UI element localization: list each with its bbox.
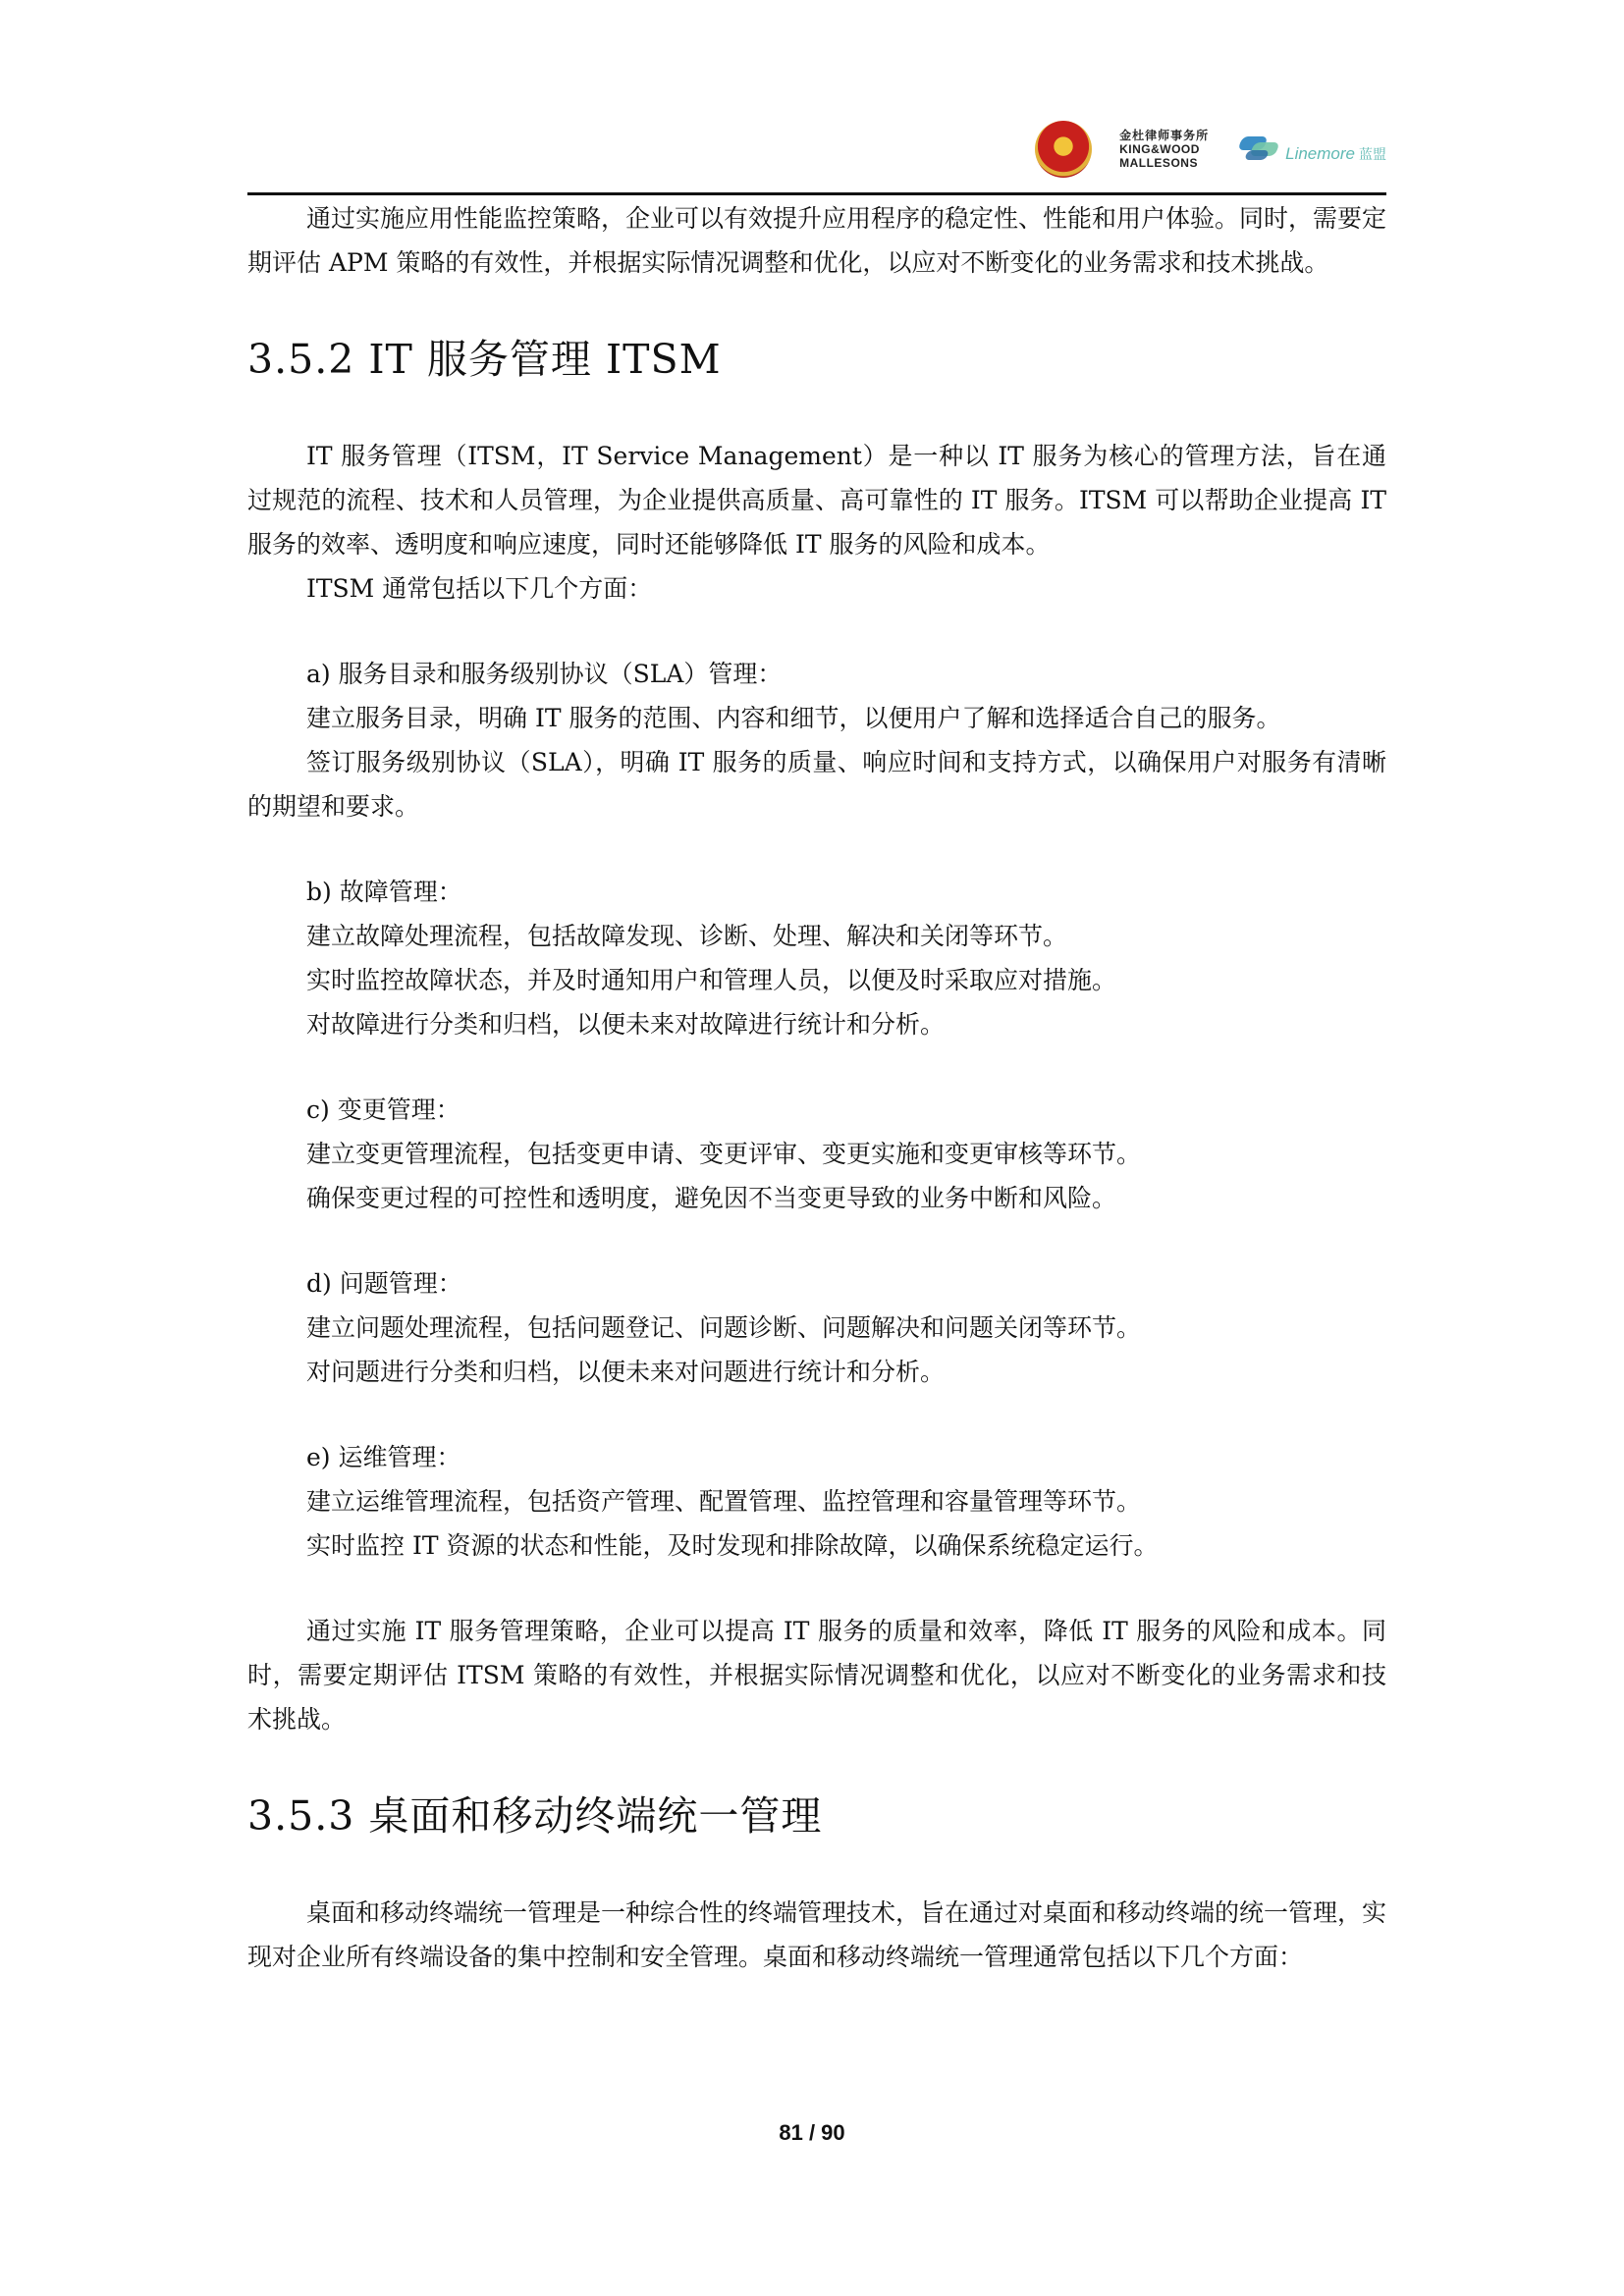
linemore-wordmark: Linemore: [1285, 144, 1355, 163]
endpoint-management-paragraph: 桌面和移动终端统一管理是一种综合性的终端管理技术，旨在通过对桌面和移动终端的统一管理，实现对企业所有终端设备的集中控制和安全管理。桌面和移动终端统一管理通常包括以下几个方面：: [247, 1898, 1387, 1971]
kwm-logo: [1119, 129, 1209, 170]
list-item-line: 实时监控故障状态，并及时通知用户和管理人员，以便及时采取应对措施。: [306, 966, 1117, 994]
list-item-line: 对故障进行分类和归档，以便未来对故障进行统计和分析。: [306, 1010, 946, 1039]
list-item-line: 建立问题处理流程，包括问题登记、问题诊断、问题解决和问题关闭等环节。: [306, 1313, 1142, 1342]
section-heading-3-5-2: 3.5.2 IT 服务管理 ITSM: [247, 336, 722, 383]
list-item-line: 实时监控 IT 资源的状态和性能，及时发现和排除故障，以确保系统稳定运行。: [306, 1531, 1159, 1560]
list-item-line: 对问题进行分类和归档，以便未来对问题进行统计和分析。: [306, 1358, 946, 1386]
list-item-title: a) 服务目录和服务级别协议（SLA）管理：: [306, 660, 783, 688]
list-item-line: 建立运维管理流程，包括资产管理、配置管理、监控管理和容量管理等环节。: [306, 1487, 1142, 1516]
page-body: [247, 196, 1386, 1979]
itsm-conclusion-paragraph: 通过实施 IT 服务管理策略，企业可以提高 IT 服务的质量和效率，降低 IT 服务的风险和成本。同时，需要定期评估 ITSM 策略的有效性，并根据实际情况调整和优化，以应对不断变化的业务需求和技术挑战。: [247, 1617, 1386, 1734]
list-item-line: 签订服务级别协议（SLA），明确 IT 服务的质量、响应时间和支持方式，以确保用户对服务有清晰的期望和要求。: [247, 748, 1386, 821]
list-item-line: 建立服务目录，明确 IT 服务的范围、内容和细节，以便用户了解和选择适合自己的服务。: [306, 704, 1281, 732]
kwm-logo-en-1: KING&WOOD: [1119, 142, 1200, 156]
apm-conclusion-paragraph: 通过实施应用性能监控策略，企业可以有效提升应用程序的稳定性、性能和用户体验。同时，需要定期评估 APM 策略的有效性，并根据实际情况调整和优化，以应对不断变化的业务需求和技术挑战。: [247, 204, 1387, 277]
list-item-title: e) 运维管理：: [306, 1443, 461, 1471]
kwm-logo-cn: 金杜律师事务所: [1119, 129, 1210, 142]
kwm-logo-en-2: MALLESONS: [1119, 156, 1198, 170]
list-item-line: 建立变更管理流程，包括变更申请、变更评审、变更实施和变更审核等环节。: [306, 1140, 1142, 1168]
list-item-title: c) 变更管理：: [306, 1095, 460, 1124]
linemore-cn: 蓝盟: [1359, 146, 1386, 162]
national-emblem-logo: [1035, 121, 1092, 178]
header-divider: [247, 192, 1386, 195]
list-item-title: d) 问题管理：: [306, 1269, 462, 1298]
list-item-line: 建立故障处理流程，包括故障发现、诊断、处理、解决和关闭等环节。: [306, 922, 1068, 950]
linemore-logo: [1236, 134, 1386, 164]
header-logos: [1035, 110, 1386, 188]
page-number: 81 / 90: [779, 2120, 845, 2145]
itsm-aspects-lead: ITSM 通常包括以下几个方面：: [306, 574, 653, 603]
list-item-title: b) 故障管理：: [306, 878, 462, 906]
page-header: [247, 110, 1386, 196]
itsm-intro-paragraph: IT 服务管理（ITSM，IT Service Management）是一种以 IT 服务为核心的管理方法，旨在通过规范的流程、技术和人员管理，为企业提供高质量、高可靠性的 IT 服务。ITSM 可以帮助企业提高 IT 服务的效率、透明度和响应速度，同时还能够降低 IT 服务的风险和成本。: [247, 442, 1386, 559]
section-heading-3-5-3: 3.5.3 桌面和移动终端统一管理: [247, 1792, 823, 1840]
linemore-mark-icon: [1236, 134, 1281, 164]
list-item-line: 确保变更过程的可控性和透明度，避免因不当变更导致的业务中断和风险。: [306, 1184, 1117, 1212]
